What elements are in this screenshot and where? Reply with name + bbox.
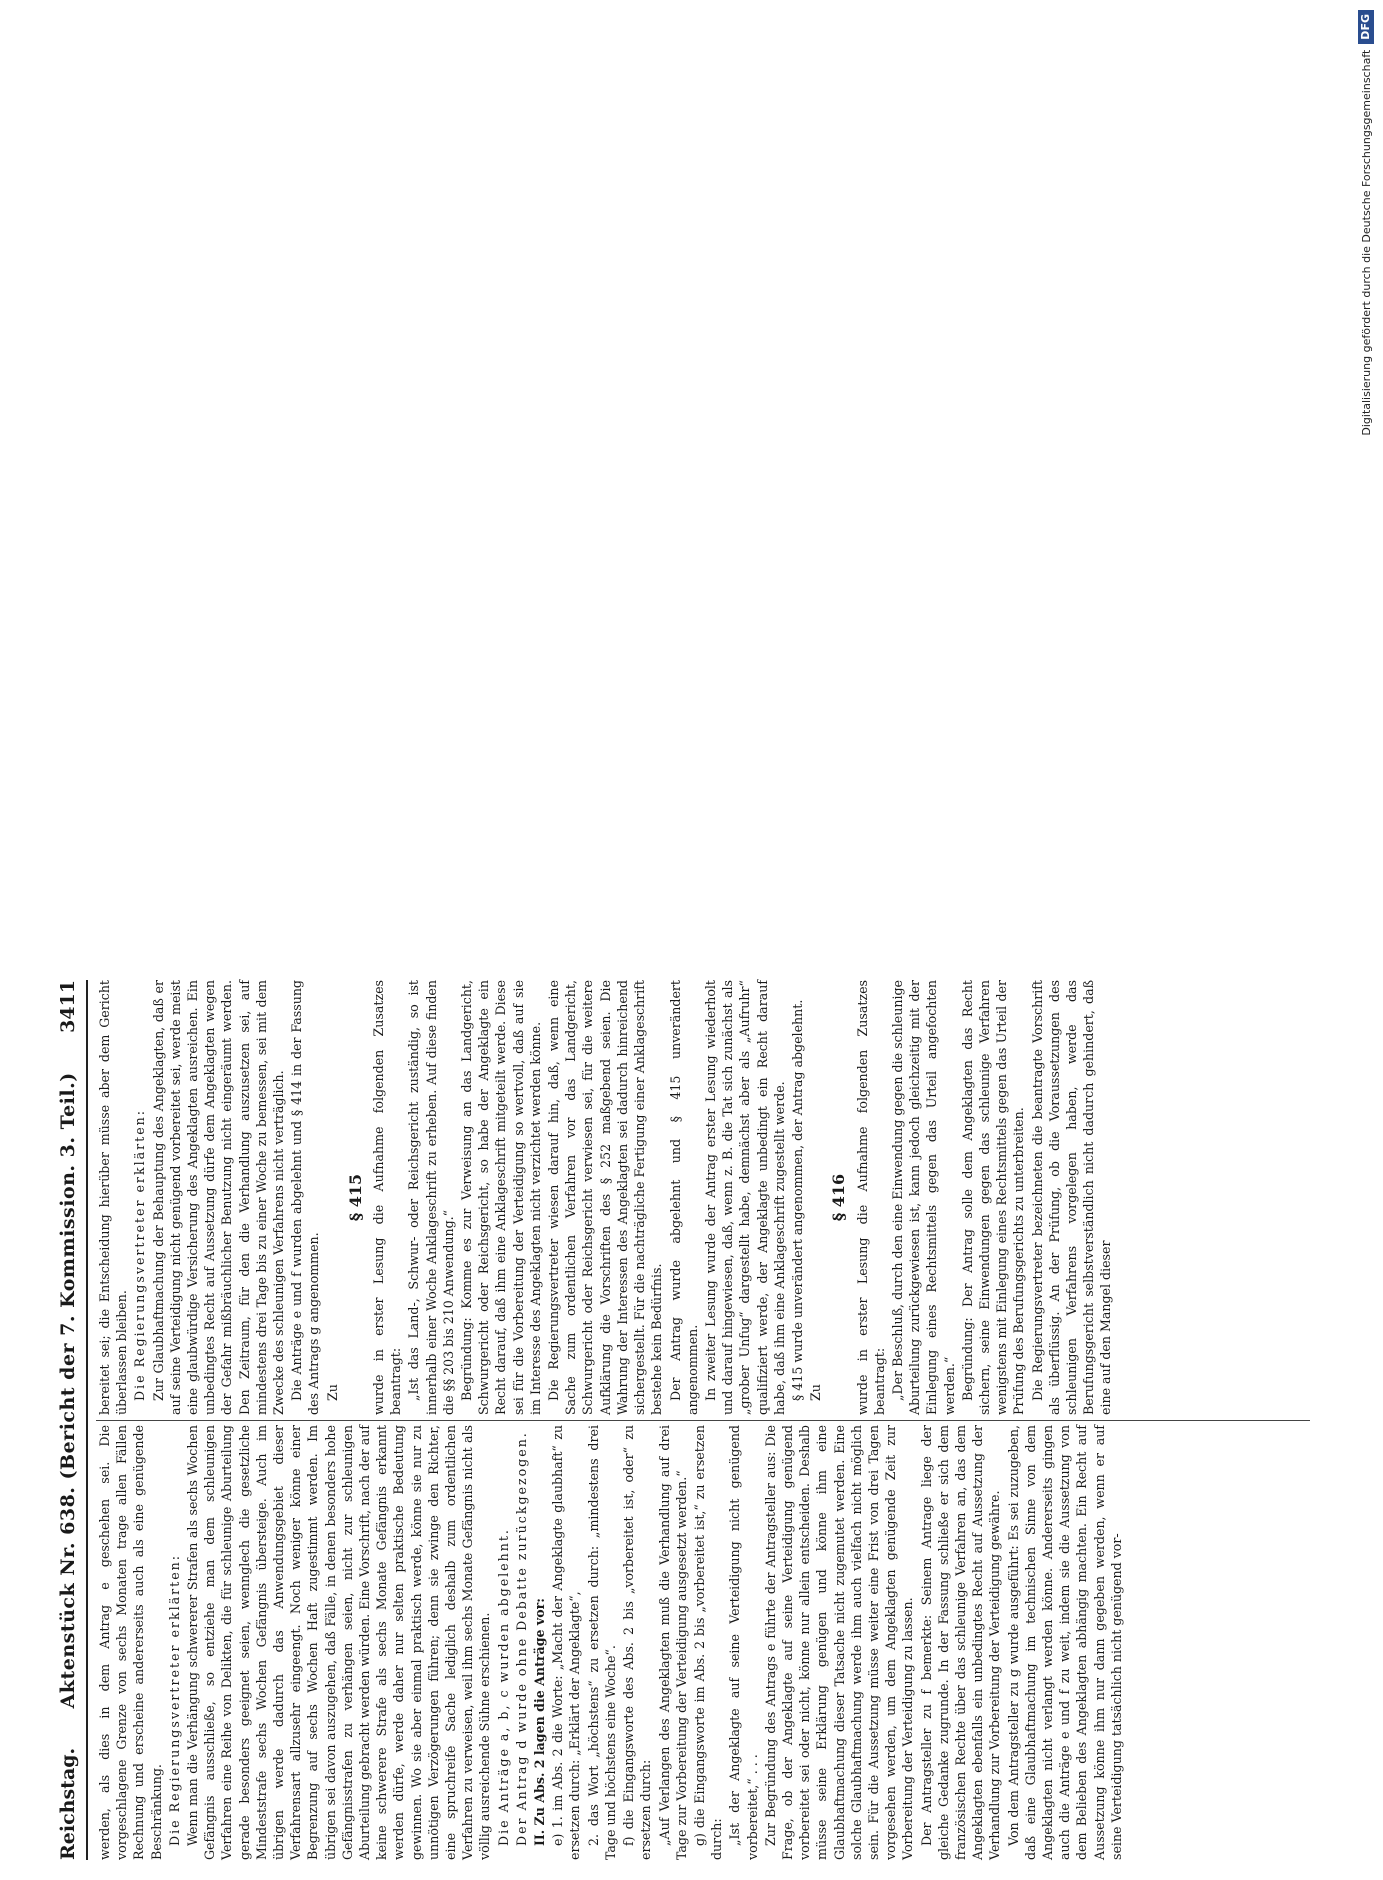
quote: „Ist das Land-, Schwur- oder Reichsgericht zuständig, so ist innerhalb einer Woche Anklageschrift zu erheben. Auf diese finden die §§ 203 bis 210 Anwendung.“ xyxy=(406,980,456,1415)
paragraph: wurde in erster Lesung die Aufnahme folgenden Zusatzes beantragt: xyxy=(371,980,404,1415)
header-left: Reichstag. xyxy=(57,1747,79,1860)
paragraph-label: Die Regierungsvertreter erklärten: xyxy=(132,1108,148,1401)
paragraph: Begründung: Komme es zur Verweisung an das Landgericht, Schwurgericht oder Reichsgericht, so habe der Angeklagte ein Recht darauf, daß ihm eine Anklageschrift mitgeteilt werde. Diese sei für die Vorbereitung der Verteidigung so wertvoll, daß auf sie im Interesse des Angeklagten nicht verzichtet werden könne. xyxy=(459,980,543,1415)
paragraph: § 415 wurde unverändert angenommen, der Antrag abgelehnt. xyxy=(789,999,805,1401)
list-item: f) die Eingangsworte des Abs. 2 bis „vorbereitet ist, oder“ zu ersetzen durch: xyxy=(621,1425,654,1860)
header-subtitle: (Bericht der 7. Kommission. 3. Teil.) xyxy=(57,1072,79,1480)
paragraph: Begründung: Der Antrag solle dem Angeklagten das Recht sichern, seine Einwendungen gegen das schleunige Verfahren wenigstens mit Einlegung eines Rechtsmittels gegen das Urteil der Prüfung des Berufungsgerichts zu unterbreiten. xyxy=(959,980,1027,1415)
section-heading: § 416 xyxy=(829,1173,849,1222)
paragraph: wurde in erster Lesung die Aufnahme folgenden Zusatzes beantragt: xyxy=(854,980,887,1415)
paragraph: Die Regierungsvertreter wiesen darauf hin, daß, wenn eine Sache zum ordentlichen Verfahren vor das Landgericht, Schwurgericht oder Reichsgericht verwiesen sei, für die weitere Aufklärung die Vorschriften des § 252 maßgebend seien. Die Wahrung der Interessen des Angeklagten sei dadurch hinreichend sichergestellt. Für die nachträgliche Fertigung einer Anklageschrift bestehe kein Bedürfnis. xyxy=(546,980,665,1415)
paragraph: Die Anträge a, b, c wurden abgelehnt. xyxy=(495,1528,511,1846)
item-text: 1. im Abs. 2 die Worte: „Macht der Angeklagte glaubhaft“ zu ersetzen durch: „Erklärt der Angeklagte“, xyxy=(550,1425,583,1860)
digitization-credit xyxy=(1355,10,1377,990)
quote: „Auf Verlangen des Angeklagten muß die Verhandlung auf drei Tage zur Vorbereitung der Verteidigung ausgesetzt werden.“ xyxy=(656,1425,689,1860)
page-header xyxy=(50,980,88,1860)
paragraph: Der Antragsteller zu f bemerkte: Seinem Antrage liege der gleiche Gedanke zugrunde. In der Fassung schließe er sich dem französischen Rechte über das schleunige Verfahren an, das dem Angeklagten ebenfalls ein unbedingtes Recht auf Aussetzung der Verhandlung zur Vorbereitung der Verteidigung gewähre. xyxy=(918,1425,1003,1860)
paragraph-label: Die Regierungsvertreter erklärten: xyxy=(166,1553,182,1846)
header-title xyxy=(57,1072,79,1708)
paragraph: Die Anträge e und f wurden abgelehnt und § 414 in der Fassung des Antrags g angenommen. xyxy=(289,980,322,1415)
left-column xyxy=(96,1425,1310,1860)
paragraph: bereitet sei; die Entscheidung hierüber müsse aber dem Gericht überlassen bleiben. xyxy=(97,980,130,1415)
paragraph: Zur Glaubhaftmachung der Behauptung des Angeklagten, daß er auf seine Verteidigung nicht genügend vorbereitet sei, werde meist eine glaubwürdige Versicherung des Angeklagten ausreichen. Ein unbedingtes Recht auf Aussetzung dürfe dem Angeklagten wegen der Gefahr mißbräuchlicher Benutzung nicht eingeräumt werden. Den Zeitraum, für den die Verhandlung auszusetzen sei, auf mindestens drei Tage bis zu einer Woche zu bemessen, sei mit dem Zwecke des schleunigen Verfahrens nicht verträglich. xyxy=(150,980,287,1415)
scanned-page xyxy=(50,960,1310,1880)
paragraph: Von dem Antragsteller zu g wurde ausgeführt: Es sei zuzugeben, daß eine Glaubhaftmachung im technischen Sinne von dem Angeklagten nicht verlangt werden könne. Andererseits gingen auch die Anträge e und f zu weit, indem sie die Aussetzung von dem Belieben des Angeklagten abhängig machten. Ein Recht auf Aussetzung könne ihm nur dann gegeben werden, wenn er auf seine Verteidigung tatsächlich nicht genügend vor- xyxy=(1005,1425,1124,1860)
paragraph: Zur Begründung des Antrags e führte der Antragsteller aus: Die Frage, ob der Angeklagte auf seine Verteidigung genügend vorbereitet sei oder nicht, könne nur allein entscheiden. Deshalb müsse seine Erklärung genügen und könne ihm eine Glaubhaftmachung dieser Tatsache nicht zugemutet werden. Eine solche Glaubhaftmachung werde ihm auch vielfach nicht möglich sein. Für die Aussetzung müsse weiter eine Frist von drei Tagen vorgesehen werden, um dem Angeklagten genügende Zeit zur Vorbereitung der Verteidigung zu lassen. xyxy=(762,1425,916,1860)
item-label: e) xyxy=(550,1833,566,1846)
paragraph: werden, als dies in dem Antrag e geschehen sei. Die vorgeschlagene Grenze von sechs Monaten trage allen Fällen Rechnung und erscheine andererseits auch als eine genügende Beschränkung. xyxy=(97,1425,164,1860)
dfg-logo: DFG xyxy=(1358,10,1374,44)
paragraph: Die Regierungsvertreter bezeichneten die beantragte Vorschrift als überflüssig. An der Prüfung, ob die Voraussetzungen des schleunigen Verfahrens vorgelegen haben, werde das Berufungsgericht selbstverständlich nicht dadurch gehindert, daß eine auf den Mangel dieser xyxy=(1029,980,1114,1415)
column-divider xyxy=(96,1420,1310,1421)
paragraph: Der Antrag d wurde ohne Debatte zurückgezogen. xyxy=(513,1431,529,1846)
page-number: 3411 xyxy=(57,980,79,1033)
section-heading: § 415 xyxy=(345,1173,365,1222)
right-column xyxy=(96,980,1310,1415)
quote: „Der Beschluß, durch den eine Einwendung gegen die schleunige Aburteilung zurückgewiesen ist, kann jedoch gleichzeitig mit der Einlegung eines Rechtsmittels gegen das Urteil angefochten werden.“ xyxy=(889,980,957,1415)
header-center: Aktenstück Nr. 638. xyxy=(57,1486,79,1709)
list-item: 2. das Wort „höchstens“ zu ersetzen durch: „mindestens drei Tage und höchstens eine Woche“. xyxy=(585,1425,618,1860)
list-item xyxy=(549,1425,583,1860)
paragraph: Zu xyxy=(808,1384,824,1401)
paragraph: Der Antrag wurde abgelehnt und § 415 unverändert angenommen. xyxy=(667,980,700,1415)
list-item: g) die Eingangsworte im Abs. 2 bis „vorbereitet ist,“ zu ersetzen durch: xyxy=(691,1425,725,1860)
paragraph: Zu xyxy=(324,1384,340,1401)
paragraph: In zweiter Lesung wurde der Antrag erster Lesung wiederholt und darauf hingewiesen, daß, wenn z. B. die Tat sich zunächst als „grober Unfug“ dargestellt habe, demnächst aber als „Aufruhr“ qualifiziert werde, der Angeklagte unbedingt ein Recht darauf habe, daß ihm eine Anklageschrift zugestellt werde. xyxy=(702,980,787,1415)
quote: „Ist der Angeklagte auf seine Verteidigung nicht genügend vorbereitet,“ . . . xyxy=(727,1425,760,1860)
paragraph: Wenn man die Verhängung schwererer Strafen als sechs Wochen Gefängnis ausschließe, so entziehe man dem schleunigen Verfahren eine Reihe von Delikten, die für schleunige Aburteilung gerade besonders geeignet seien, wennglech die gesetzliche Mindeststrafe sechs Wochen Gefängnis übersteige. Auch im übrigen werde dadurch das Anwendungsgebiet dieser Verfahrensart allzusehr eingeengt. Noch weniger könne einer Begrenzung auf sechs Wochen Haft zugestimmt werden. Im übrigen sei davon auszugehen, daß Fälle, in denen besonders hohe Gefängnisstrafen zu verhängen seien, nicht zur schleunigen Aburteilung gebracht werden würden. Eine Vorschrift, nach der auf keine schwerere Strafe als sechs Monate Gefängnis erkannt werden dürfe, werde daher nur selten praktische Bedeutung gewinnen. Wo sie aber einmal praktisch werde, könne sie nur zu unnötigen Verzögerungen führen; denn sie zwinge den Richter, eine spruchreife Sache lediglich deshalb zum ordentlichen Verfahren zu verweisen, weil ihm sechs Monate Gefängnis nicht als völlig ausreichende Sühne erschienen. xyxy=(185,1425,493,1860)
credit-text: Digitalisierung gefördert durch die Deutsche Forschungsgemeinschaft xyxy=(1359,49,1373,436)
section-heading: II. Zu Abs. 2 lagen die Anträge vor: xyxy=(532,1598,548,1846)
